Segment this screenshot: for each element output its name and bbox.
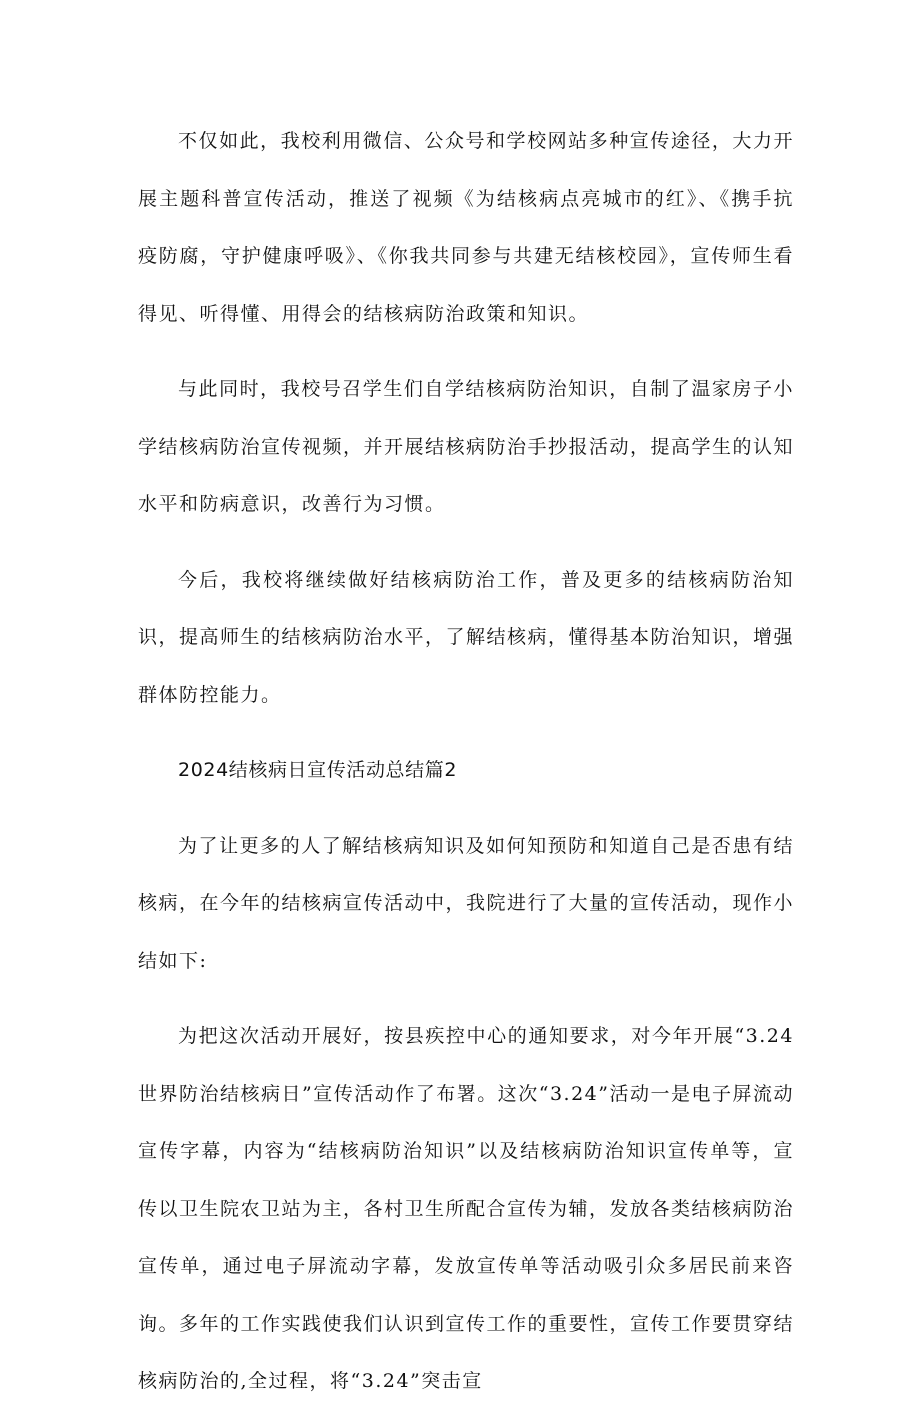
paragraph-summary-intro: 为了让更多的人了解结核病知识及如何知预防和知道自己是否患有结核病，在今年的结核病宣传活动中，我院进行了大量的宣传活动，现作小结如下: — [138, 834, 795, 972]
document-body — [138, 113, 794, 1411]
paragraph-activity-arrangement: 为把这次活动开展好，按县疾控中心的通知要求，对今年开展“3.24世界防治结核病日”宣传活动作了布署。这次“3.24”活动一是电子屏流动宣传字幕，内容为“结核病防治知识”以及结核病防治知识宣传单等，宣传以卫生院农卫站为主，各村卫生所配合宣传为辅，发放各类结核病防治宣传单，通过电子屏流动字幕，发放宣传单等活动吸引众多居民前来咨询。多年的工作实践使我们认识到宣传工作的重要性，宣传工作要贯穿结核病防治的,全过程，将“3.24”突击宣 — [138, 1025, 795, 1392]
paragraph-future-work: 今后，我校将继续做好结核病防治工作，普及更多的结核病防治知识，提高师生的结核病防治水平，了解结核病，懂得基本防治知识，增强群体防控能力。 — [138, 568, 795, 706]
paragraph-student-self-study: 与此同时，我校号召学生们自学结核病防治知识，自制了温家房子小学结核病防治宣传视频，并开展结核病防治手抄报活动，提高学生的认知水平和防病意识，改善行为习惯。 — [138, 378, 795, 515]
paragraph-promotion-channels: 不仅如此，我校利用微信、公众号和学校网站多种宣传途径，大力开展主题科普宣传活动，推送了视频《为结核病点亮城市的红》、《携手抗疫防腐，守护健康呼吸》、《你我共同参与共建无结核校园》，宣传师生看得见、听得懂、用得会的结核病防治政策和知识。 — [138, 130, 794, 325]
section-heading: 2024结核病日宣传活动总结篇2 — [178, 759, 458, 781]
